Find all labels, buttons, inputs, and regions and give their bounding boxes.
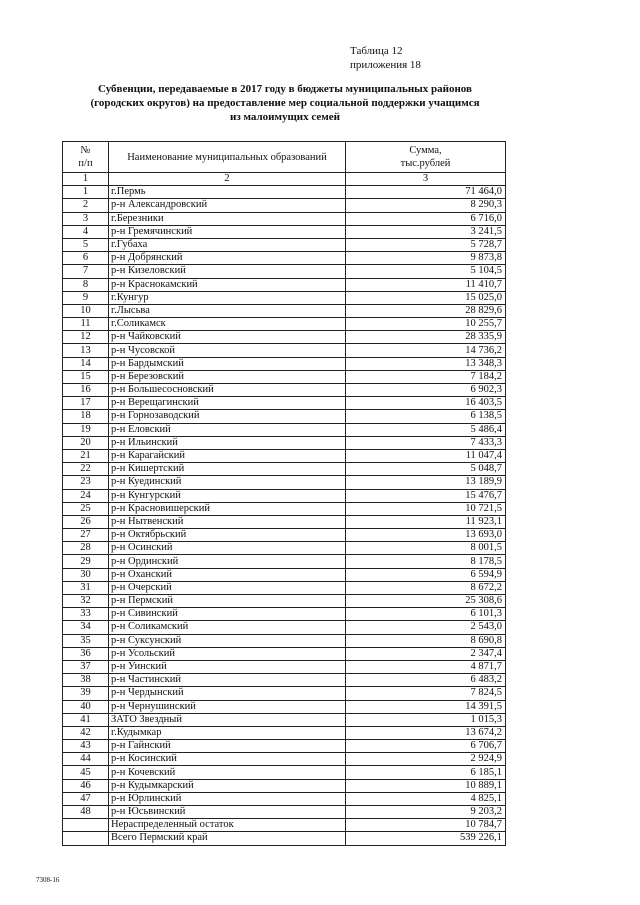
row-number: 9 bbox=[63, 291, 109, 304]
row-municipality: р-н Александровский bbox=[109, 199, 346, 212]
row-municipality: р-н Октябрьский bbox=[109, 529, 346, 542]
table-row bbox=[63, 660, 506, 673]
row-municipality: р-н Чайковский bbox=[109, 331, 346, 344]
column-index-3: 3 bbox=[346, 173, 506, 186]
row-sum: 71 464,0 bbox=[346, 186, 506, 199]
row-municipality: р-н Частинский bbox=[109, 674, 346, 687]
row-municipality: р-н Кудымкарский bbox=[109, 779, 346, 792]
table-row bbox=[63, 766, 506, 779]
row-sum: 13 674,2 bbox=[346, 726, 506, 739]
row-municipality: р-н Ильинский bbox=[109, 436, 346, 449]
row-municipality: г.Губаха bbox=[109, 238, 346, 251]
table-row bbox=[63, 278, 506, 291]
table-row bbox=[63, 713, 506, 726]
row-municipality: р-н Пермский bbox=[109, 595, 346, 608]
row-sum: 6 138,5 bbox=[346, 410, 506, 423]
column-index-row bbox=[63, 173, 506, 186]
row-municipality: р-н Усольский bbox=[109, 647, 346, 660]
row-number: 29 bbox=[63, 555, 109, 568]
row-sum: 4 871,7 bbox=[346, 660, 506, 673]
table-row bbox=[63, 647, 506, 660]
row-number: 3 bbox=[63, 212, 109, 225]
row-sum: 8 001,5 bbox=[346, 542, 506, 555]
table-row bbox=[63, 542, 506, 555]
title-line-2: (городских округов) на предоставление мер социальной поддержки учащимся bbox=[90, 97, 480, 109]
row-municipality: р-н Оханский bbox=[109, 568, 346, 581]
subvention-table bbox=[62, 141, 506, 846]
row-sum: 6 101,3 bbox=[346, 608, 506, 621]
row-number: 17 bbox=[63, 397, 109, 410]
table-row bbox=[63, 792, 506, 805]
row-number: 30 bbox=[63, 568, 109, 581]
row-sum: 6 185,1 bbox=[346, 766, 506, 779]
row-municipality: р-н Кунгурский bbox=[109, 489, 346, 502]
row-sum: 14 736,2 bbox=[346, 344, 506, 357]
row-municipality: р-н Еловский bbox=[109, 423, 346, 436]
row-number: 14 bbox=[63, 357, 109, 370]
table-row bbox=[63, 608, 506, 621]
row-sum: 13 348,3 bbox=[346, 357, 506, 370]
row-sum: 7 824,5 bbox=[346, 687, 506, 700]
row-municipality: р-н Кизеловский bbox=[109, 265, 346, 278]
row-number: 48 bbox=[63, 806, 109, 819]
row-municipality: ЗАТО Звездный bbox=[109, 713, 346, 726]
row-sum: 25 308,6 bbox=[346, 595, 506, 608]
row-number: 18 bbox=[63, 410, 109, 423]
row-municipality: р-н Березовский bbox=[109, 370, 346, 383]
row-sum: 10 721,5 bbox=[346, 502, 506, 515]
row-municipality: р-н Сивинский bbox=[109, 608, 346, 621]
row-number: 26 bbox=[63, 515, 109, 528]
table-row bbox=[63, 595, 506, 608]
row-number: 32 bbox=[63, 595, 109, 608]
row-municipality: р-н Соликамский bbox=[109, 621, 346, 634]
row-municipality: р-н Кишертский bbox=[109, 463, 346, 476]
row-number: 41 bbox=[63, 713, 109, 726]
row-sum: 13 189,9 bbox=[346, 476, 506, 489]
table-row bbox=[63, 384, 506, 397]
row-number: 19 bbox=[63, 423, 109, 436]
row-number: 46 bbox=[63, 779, 109, 792]
row-sum: 11 047,4 bbox=[346, 449, 506, 462]
row-number: 11 bbox=[63, 318, 109, 331]
row-number: 15 bbox=[63, 370, 109, 383]
table-row bbox=[63, 779, 506, 792]
row-municipality: г.Березники bbox=[109, 212, 346, 225]
row-municipality: р-н Нытвенский bbox=[109, 515, 346, 528]
row-sum: 8 690,8 bbox=[346, 634, 506, 647]
row-sum: 10 784,7 bbox=[346, 819, 506, 832]
table-row bbox=[63, 806, 506, 819]
row-sum: 16 403,5 bbox=[346, 397, 506, 410]
row-number: 47 bbox=[63, 792, 109, 805]
row-sum: 11 410,7 bbox=[346, 278, 506, 291]
table-row bbox=[63, 489, 506, 502]
table-row bbox=[63, 225, 506, 238]
row-municipality: р-н Куединский bbox=[109, 476, 346, 489]
annex-number: приложения 18 bbox=[350, 59, 421, 71]
row-sum: 8 290,3 bbox=[346, 199, 506, 212]
row-number: 7 bbox=[63, 265, 109, 278]
row-number: 43 bbox=[63, 740, 109, 753]
row-sum: 5 486,4 bbox=[346, 423, 506, 436]
table-row bbox=[63, 819, 506, 832]
row-municipality: р-н Добрянский bbox=[109, 252, 346, 265]
table-row bbox=[63, 436, 506, 449]
row-number: 35 bbox=[63, 634, 109, 647]
row-municipality: р-н Суксунский bbox=[109, 634, 346, 647]
table-header-row bbox=[63, 142, 506, 173]
row-sum: 5 728,7 bbox=[346, 238, 506, 251]
table-row bbox=[63, 304, 506, 317]
title-line-1: Субвенции, передаваемые в 2017 году в бюджеты муниципальных районов bbox=[98, 83, 472, 95]
row-municipality: р-н Гремячинский bbox=[109, 225, 346, 238]
table-row bbox=[63, 726, 506, 739]
row-municipality: г.Соликамск bbox=[109, 318, 346, 331]
table-row bbox=[63, 568, 506, 581]
row-municipality: р-н Ординский bbox=[109, 555, 346, 568]
row-sum: 6 902,3 bbox=[346, 384, 506, 397]
row-number: 8 bbox=[63, 278, 109, 291]
row-number: 21 bbox=[63, 449, 109, 462]
row-sum: 13 693,0 bbox=[346, 529, 506, 542]
row-number: 45 bbox=[63, 766, 109, 779]
row-municipality: Всего Пермский край bbox=[109, 832, 346, 845]
table-row bbox=[63, 291, 506, 304]
row-number: 40 bbox=[63, 700, 109, 713]
row-sum: 6 483,2 bbox=[346, 674, 506, 687]
table-row bbox=[63, 529, 506, 542]
row-sum: 15 476,7 bbox=[346, 489, 506, 502]
row-number: 10 bbox=[63, 304, 109, 317]
table-row bbox=[63, 410, 506, 423]
table-row bbox=[63, 331, 506, 344]
table-row bbox=[63, 186, 506, 199]
row-municipality: р-н Чусовской bbox=[109, 344, 346, 357]
table-row bbox=[63, 252, 506, 265]
row-number: 33 bbox=[63, 608, 109, 621]
row-sum: 539 226,1 bbox=[346, 832, 506, 845]
table-row bbox=[63, 621, 506, 634]
row-municipality: р-н Юсьвинский bbox=[109, 806, 346, 819]
document-title bbox=[60, 82, 510, 124]
row-sum: 10 255,7 bbox=[346, 318, 506, 331]
row-number: 13 bbox=[63, 344, 109, 357]
table-row bbox=[63, 740, 506, 753]
row-number: 24 bbox=[63, 489, 109, 502]
table-row bbox=[63, 397, 506, 410]
row-sum: 28 829,6 bbox=[346, 304, 506, 317]
table-row bbox=[63, 212, 506, 225]
row-municipality: р-н Очерский bbox=[109, 581, 346, 594]
row-number: 27 bbox=[63, 529, 109, 542]
row-municipality: р-н Краснокамский bbox=[109, 278, 346, 291]
row-municipality: р-н Карагайский bbox=[109, 449, 346, 462]
table-row bbox=[63, 700, 506, 713]
row-municipality: р-н Осинский bbox=[109, 542, 346, 555]
row-sum: 2 347,4 bbox=[346, 647, 506, 660]
row-sum: 8 672,2 bbox=[346, 581, 506, 594]
row-number: 12 bbox=[63, 331, 109, 344]
header-sum-line2: тыс.рублей bbox=[400, 158, 451, 169]
table-row bbox=[63, 555, 506, 568]
row-municipality: р-н Горнозаводский bbox=[109, 410, 346, 423]
row-number: 20 bbox=[63, 436, 109, 449]
row-number bbox=[63, 819, 109, 832]
table-row bbox=[63, 832, 506, 845]
table-row bbox=[63, 370, 506, 383]
table-row bbox=[63, 238, 506, 251]
row-number: 38 bbox=[63, 674, 109, 687]
row-sum: 2 543,0 bbox=[346, 621, 506, 634]
row-number: 2 bbox=[63, 199, 109, 212]
row-sum: 28 335,9 bbox=[346, 331, 506, 344]
row-municipality: р-н Бардымский bbox=[109, 357, 346, 370]
row-sum: 1 015,3 bbox=[346, 713, 506, 726]
row-sum: 11 923,1 bbox=[346, 515, 506, 528]
row-municipality: р-н Юрлинский bbox=[109, 792, 346, 805]
column-index-1: 1 bbox=[63, 173, 109, 186]
row-sum: 6 594,9 bbox=[346, 568, 506, 581]
table-row bbox=[63, 515, 506, 528]
table-row bbox=[63, 753, 506, 766]
row-number: 22 bbox=[63, 463, 109, 476]
table-row bbox=[63, 265, 506, 278]
row-municipality: р-н Чердынский bbox=[109, 687, 346, 700]
row-sum: 5 104,5 bbox=[346, 265, 506, 278]
table-row bbox=[63, 449, 506, 462]
table-row bbox=[63, 344, 506, 357]
row-sum: 2 924,9 bbox=[346, 753, 506, 766]
row-sum: 4 825,1 bbox=[346, 792, 506, 805]
row-municipality: г.Кунгур bbox=[109, 291, 346, 304]
table-row bbox=[63, 674, 506, 687]
row-municipality: р-н Кочевский bbox=[109, 766, 346, 779]
row-sum: 6 716,0 bbox=[346, 212, 506, 225]
row-sum: 6 706,7 bbox=[346, 740, 506, 753]
table-row bbox=[63, 634, 506, 647]
row-municipality: р-н Красновишерский bbox=[109, 502, 346, 515]
column-index-2: 2 bbox=[109, 173, 346, 186]
table-row bbox=[63, 476, 506, 489]
row-municipality: р-н Большесосновский bbox=[109, 384, 346, 397]
row-sum: 7 184,2 bbox=[346, 370, 506, 383]
table-reference bbox=[350, 44, 421, 72]
row-number: 23 bbox=[63, 476, 109, 489]
row-municipality: р-н Чернушинский bbox=[109, 700, 346, 713]
header-number-line2: п/п bbox=[78, 158, 93, 169]
row-number: 5 bbox=[63, 238, 109, 251]
document-code: 7308-16 bbox=[36, 876, 60, 884]
title-line-3: из малоимущих семей bbox=[229, 111, 340, 123]
row-number: 4 bbox=[63, 225, 109, 238]
row-municipality: р-н Косинский bbox=[109, 753, 346, 766]
row-sum: 7 433,3 bbox=[346, 436, 506, 449]
table-row bbox=[63, 318, 506, 331]
row-municipality: г.Кудымкар bbox=[109, 726, 346, 739]
row-municipality: р-н Уинский bbox=[109, 660, 346, 673]
row-number: 34 bbox=[63, 621, 109, 634]
row-municipality: г.Пермь bbox=[109, 186, 346, 199]
row-sum: 10 889,1 bbox=[346, 779, 506, 792]
row-number: 28 bbox=[63, 542, 109, 555]
header-sum-line1: Сумма, bbox=[409, 145, 442, 156]
row-municipality: Нераспределенный остаток bbox=[109, 819, 346, 832]
row-number: 44 bbox=[63, 753, 109, 766]
table-number: Таблица 12 bbox=[350, 45, 403, 57]
header-sum bbox=[346, 142, 506, 173]
header-number bbox=[63, 142, 109, 173]
table-row bbox=[63, 502, 506, 515]
row-number: 16 bbox=[63, 384, 109, 397]
row-number: 25 bbox=[63, 502, 109, 515]
row-municipality: г.Лысьва bbox=[109, 304, 346, 317]
row-sum: 5 048,7 bbox=[346, 463, 506, 476]
row-number: 39 bbox=[63, 687, 109, 700]
row-number: 37 bbox=[63, 660, 109, 673]
table-row bbox=[63, 357, 506, 370]
row-sum: 9 203,2 bbox=[346, 806, 506, 819]
table-row bbox=[63, 581, 506, 594]
table-row bbox=[63, 423, 506, 436]
row-number bbox=[63, 832, 109, 845]
row-sum: 14 391,5 bbox=[346, 700, 506, 713]
row-sum: 9 873,8 bbox=[346, 252, 506, 265]
row-sum: 8 178,5 bbox=[346, 555, 506, 568]
table-body bbox=[63, 186, 506, 845]
row-municipality: р-н Верещагинский bbox=[109, 397, 346, 410]
row-number: 1 bbox=[63, 186, 109, 199]
row-number: 31 bbox=[63, 581, 109, 594]
row-sum: 15 025,0 bbox=[346, 291, 506, 304]
row-number: 36 bbox=[63, 647, 109, 660]
row-number: 42 bbox=[63, 726, 109, 739]
header-municipality: Наименование муниципальных образований bbox=[109, 142, 346, 173]
table-row bbox=[63, 687, 506, 700]
table-row bbox=[63, 463, 506, 476]
row-municipality: р-н Гайнский bbox=[109, 740, 346, 753]
header-number-line1: № bbox=[80, 145, 91, 156]
table-row bbox=[63, 199, 506, 212]
row-number: 6 bbox=[63, 252, 109, 265]
row-sum: 3 241,5 bbox=[346, 225, 506, 238]
